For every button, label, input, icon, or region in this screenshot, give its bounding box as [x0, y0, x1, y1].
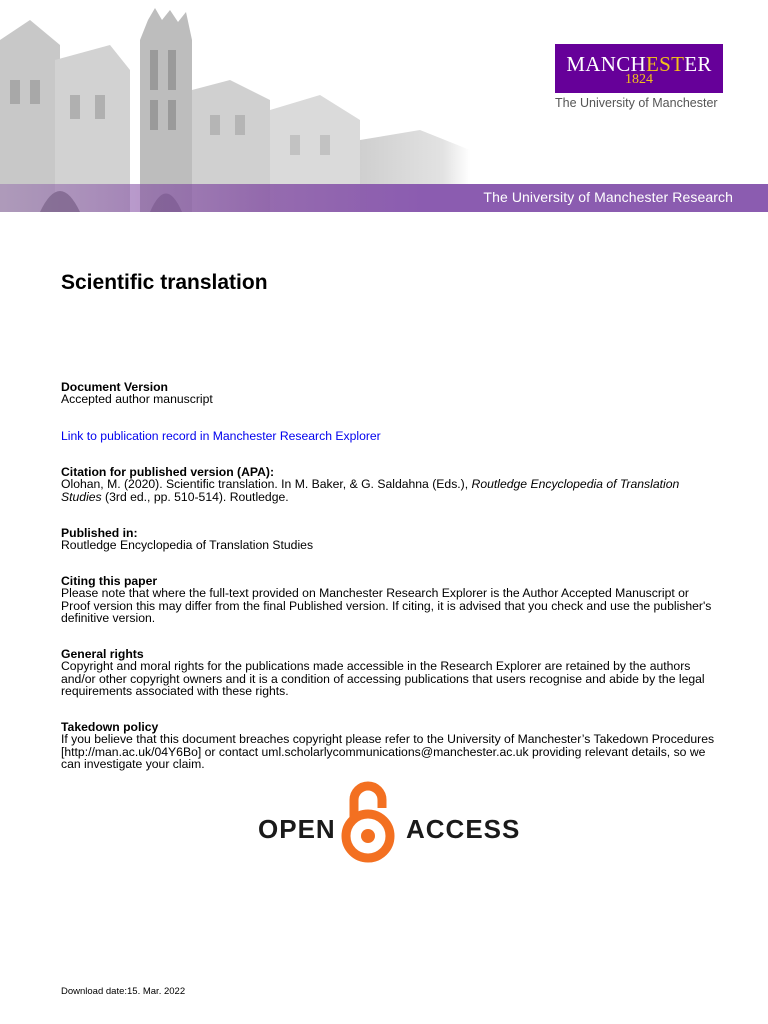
logo-year: 1824 — [625, 72, 653, 87]
record-link-section — [61, 430, 721, 442]
takedown-section — [61, 721, 721, 771]
open-access-word-access: ACCESS — [406, 814, 521, 844]
research-bar-text: The University of Manchester Research — [483, 189, 733, 205]
version-value: Accepted author manuscript — [61, 392, 213, 407]
citation-text — [61, 478, 721, 503]
citation-section — [61, 466, 721, 503]
manchester-logo — [555, 44, 723, 93]
citation-heading: Citation for published version (APA): — [61, 465, 275, 479]
citing-section — [61, 575, 721, 625]
takedown-heading: Takedown policy — [61, 720, 159, 734]
citation-part2: (3rd ed., pp. 510-514). Routledge. — [101, 489, 289, 504]
logo-word-part3: ER — [684, 52, 712, 76]
logo-subtitle: The University of Manchester — [555, 96, 718, 110]
rights-text: Copyright and moral rights for the publications made accessible in the Research Explorer are retained by the authors and/or other copyright owners and it is a condition of accessing publications that users recognise and abide by the legal requirements associated with these rights. — [61, 659, 705, 699]
university-building-image — [0, 0, 470, 212]
logo-word-part2: EST — [646, 52, 685, 76]
published-heading: Published in: — [61, 526, 138, 540]
takedown-text: If you believe that this document breaches copyright please refer to the University of Manchester’s Takedown Procedures [http://man.ac.uk/04Y6Bo] or contact uml.scholarlycommunications@manchester.ac.uk providing relevant details, so we can investigate your claim. — [61, 732, 715, 772]
document-title: Scientific translation — [61, 271, 268, 294]
document-version-section — [61, 381, 721, 406]
logo-word-part1: MANCH — [566, 52, 646, 76]
version-heading: Document Version — [61, 380, 169, 394]
research-bar — [0, 184, 768, 212]
citing-text: Please note that where the full-text provided on Manchester Research Explorer is the Author Accepted Manuscript or Proof version this may differ from the final Published version. If citing, it is advised that you check and use the publisher's definitive version. — [61, 586, 712, 626]
general-rights-section — [61, 648, 721, 698]
publication-record-link[interactable]: Link to publication record in Manchester Research Explorer — [61, 429, 381, 443]
open-access-word-open: OPEN — [258, 814, 336, 844]
citing-heading: Citing this paper — [61, 574, 158, 588]
open-lock-icon — [340, 778, 402, 864]
open-access-logo — [258, 778, 521, 864]
citation-part1: Olohan, M. (2020). Scientific translation. In M. Baker, & G. Saldahna (Eds.), — [61, 477, 472, 492]
rights-heading: General rights — [61, 647, 144, 661]
citation-book-title: Routledge Encyclopedia of Translation Studies — [61, 477, 680, 504]
download-date: Download date:15. Mar. 2022 — [61, 986, 186, 997]
published-in-section — [61, 527, 721, 552]
published-value: Routledge Encyclopedia of Translation Studies — [61, 538, 314, 553]
